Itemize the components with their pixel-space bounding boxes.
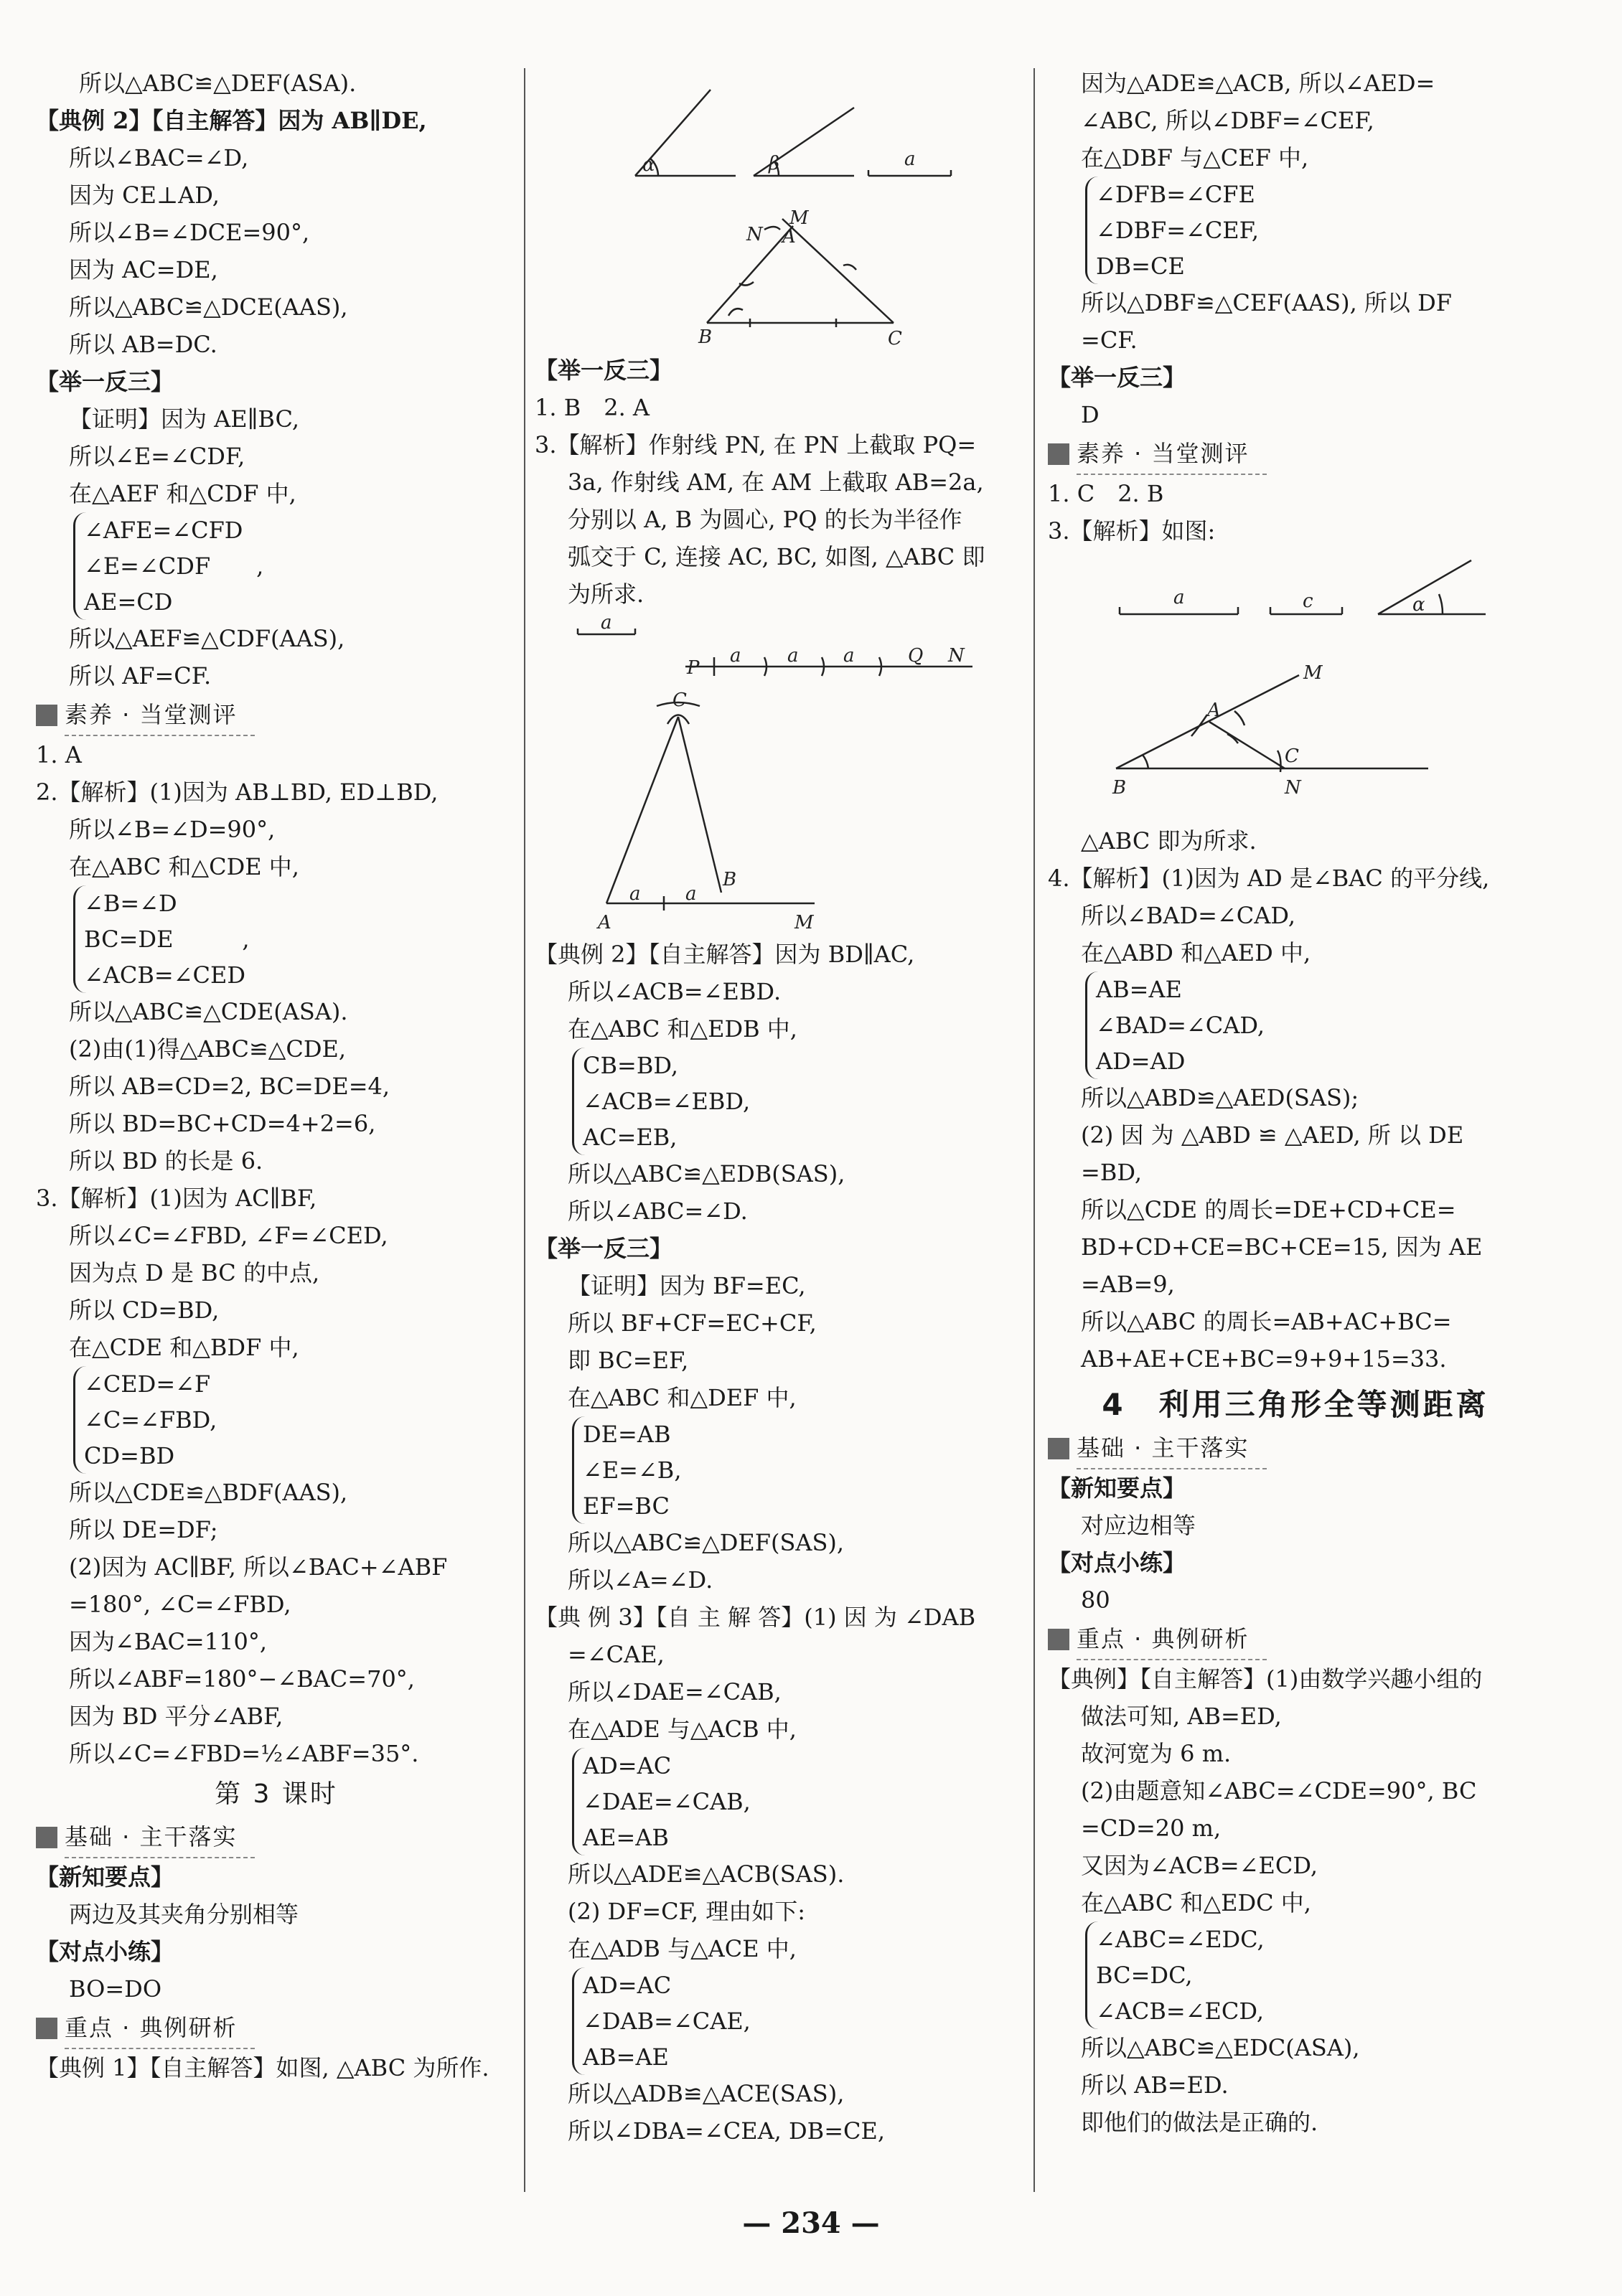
text-line: 因为点 D 是 BC 的中点, bbox=[69, 1259, 320, 1286]
text-line: 因为 CE⊥AD, bbox=[69, 182, 220, 209]
fig2-a3: a bbox=[843, 645, 855, 667]
fig1-A: A bbox=[782, 226, 796, 248]
equation-line: ∠DAE=∠CAB, bbox=[583, 1788, 751, 1815]
text-line: 在△AEF 和△CDF 中, bbox=[69, 480, 296, 507]
text-line: 所以∠DAE=∠CAB, bbox=[568, 1678, 782, 1705]
equation-line: EF=BC bbox=[583, 1492, 670, 1520]
section-title: 基础 · 主干落实 bbox=[1077, 1428, 1267, 1469]
fig2-Q: Q bbox=[908, 645, 924, 667]
equation-line: BC=DE , bbox=[84, 926, 250, 953]
fig3-a: a bbox=[1173, 587, 1185, 608]
text-line: 【举一反三】 bbox=[1048, 364, 1186, 391]
text-line: (2)因为 AC∥BF, 所以∠BAC+∠ABF bbox=[69, 1553, 448, 1581]
section-header bbox=[1048, 1428, 1543, 1469]
text-line: =180°, ∠C=∠FBD, bbox=[69, 1591, 291, 1618]
section-header bbox=[36, 2008, 517, 2049]
text-line: 所以 AF=CF. bbox=[69, 662, 212, 690]
equation-line: ∠ACB=∠ECD, bbox=[1096, 1998, 1265, 2025]
text-line: 所以△ADE≌△ACB(SAS). bbox=[568, 1860, 845, 1888]
fig3-B: B bbox=[1112, 777, 1127, 799]
equation-line: ∠E=∠B, bbox=[583, 1457, 682, 1484]
text-line: 所以 BD 的长是 6. bbox=[69, 1147, 263, 1175]
text-line: 在△ABC 和△EDB 中, bbox=[568, 1015, 797, 1043]
column-2 bbox=[535, 65, 1023, 2150]
text-line: 所以∠B=∠DCE=90°, bbox=[69, 219, 310, 246]
chapter-title: 4 利用三角形全等测距离 bbox=[1102, 1387, 1489, 1422]
equation-line: BC=DC, bbox=[1096, 1962, 1193, 1989]
fig3-C: C bbox=[1285, 745, 1299, 767]
text-line: 所以∠ABF=180°−∠BAC=70°, bbox=[69, 1665, 415, 1693]
text-line: 所以△ABC≌△EDB(SAS), bbox=[568, 1160, 845, 1187]
section-title: 素养 · 当堂测评 bbox=[1077, 433, 1267, 475]
fig2-C: C bbox=[672, 690, 687, 711]
figure-asa-construction bbox=[1048, 550, 1543, 822]
text-line: 【典例 2】【自主解答】因为 AB∥DE, bbox=[36, 107, 427, 134]
section-title: 重点 · 典例研析 bbox=[65, 2008, 255, 2049]
text-line: 两边及其夹角分别相等 bbox=[69, 1901, 299, 1928]
text-line: 【新知要点】 bbox=[1048, 1474, 1186, 1502]
text-line: 3.【解析】作射线 PN, 在 PN 上截取 PQ= bbox=[535, 431, 977, 458]
text-line: 在△ABC 和△CDE 中, bbox=[69, 853, 299, 880]
text-line: 2.【解析】(1)因为 AB⊥BD, ED⊥BD, bbox=[36, 778, 439, 806]
section-icon bbox=[1048, 1629, 1069, 1650]
equation-line: AB=AE bbox=[1096, 976, 1182, 1003]
section-icon bbox=[1048, 1438, 1069, 1459]
text-line: 所以 AB=ED. bbox=[1081, 2071, 1229, 2099]
text-line: 【典例 1】【自主解答】如图, △ABC 为所作. bbox=[36, 2054, 489, 2081]
text-line: BD+CD+CE=BC+CE=15, 因为 AE bbox=[1081, 1233, 1483, 1261]
text-line: 80 bbox=[1081, 1586, 1110, 1614]
fig2-N: N bbox=[948, 645, 965, 667]
equation-line: ∠DFB=∠CFE bbox=[1096, 181, 1255, 208]
text-line: 所以∠A=∠D. bbox=[568, 1566, 713, 1594]
text-line: 即他们的做法是正确的. bbox=[1081, 2109, 1318, 2136]
text-line: 因为 BD 平分∠ABF, bbox=[69, 1703, 283, 1730]
equation-line: ∠DBF=∠CEF, bbox=[1096, 217, 1260, 244]
text-line: 对应边相等 bbox=[1081, 1512, 1196, 1539]
text-line: 做法可知, AB=ED, bbox=[1081, 1703, 1282, 1730]
text-line: 所以△CDE 的周长=DE+CD+CE= bbox=[1081, 1196, 1456, 1223]
text-line: 因为 AC=DE, bbox=[69, 256, 218, 283]
text-line: =AB=9, bbox=[1081, 1271, 1175, 1298]
text-line: 所以∠DBA=∠CEA, DB=CE, bbox=[568, 2117, 886, 2145]
equation-line: AE=AB bbox=[583, 1824, 669, 1851]
equation-line: ∠AFE=∠CFD bbox=[84, 517, 243, 544]
page-number: — 234 — bbox=[742, 2206, 880, 2240]
text-line: 【对点小练】 bbox=[36, 1938, 174, 1965]
text-line: =CD=20 m, bbox=[1081, 1815, 1222, 1842]
text-line: (2)由(1)得△ABC≌△CDE, bbox=[69, 1035, 347, 1063]
text-line: 1. C 2. B bbox=[1048, 480, 1164, 507]
equation-line: AE=CD bbox=[84, 588, 173, 616]
equation-line: DB=CE bbox=[1096, 253, 1185, 280]
text-line: =∠CAE, bbox=[568, 1641, 665, 1668]
fig2-a4: a bbox=[629, 883, 641, 905]
brace-system bbox=[572, 1748, 1023, 1855]
text-line: 【典例 2】【自主解答】因为 BD∥AC, bbox=[535, 941, 915, 968]
fig1-M: M bbox=[789, 207, 809, 229]
text-line: 所以 AB=CD=2, BC=DE=4, bbox=[69, 1073, 390, 1100]
text-line: 所以△ABC≌△DEF(ASA). bbox=[79, 70, 357, 97]
text-line: 3.【解析】(1)因为 AC∥BF, bbox=[36, 1185, 317, 1212]
text-line: 所以 CD=BD, bbox=[69, 1297, 220, 1324]
equation-line: ∠ACB=∠EBD, bbox=[583, 1088, 751, 1115]
column-divider-2 bbox=[1033, 68, 1035, 2192]
column-1 bbox=[36, 65, 517, 2086]
text-line: 故河宽为 6 m. bbox=[1081, 1740, 1232, 1767]
text-line: 所以∠C=∠FBD=½∠ABF=35°. bbox=[69, 1740, 419, 1767]
text-line: 【对点小练】 bbox=[1048, 1549, 1186, 1576]
text-line: 所以△CDE≌△BDF(AAS), bbox=[69, 1479, 348, 1506]
text-line: 所以∠C=∠FBD, ∠F=∠CED, bbox=[69, 1222, 388, 1249]
fig3-N: N bbox=[1285, 777, 1301, 799]
brace-system bbox=[1085, 177, 1543, 284]
section-icon bbox=[1048, 443, 1069, 465]
equation-line: ∠B=∠D bbox=[84, 890, 177, 917]
text-line: 所以 DE=DF; bbox=[69, 1516, 218, 1543]
section-title: 素养 · 当堂测评 bbox=[65, 695, 255, 736]
text-line: 【证明】因为 BF=EC, bbox=[568, 1272, 806, 1299]
text-line: 所以△AEF≌△CDF(AAS), bbox=[69, 625, 345, 652]
text-line: (2)由题意知∠ABC=∠CDE=90°, BC bbox=[1081, 1777, 1477, 1805]
text-line: 【典 例 3】【自 主 解 答】(1) 因 为 ∠DAB bbox=[535, 1604, 976, 1631]
text-line: 在△ADE 与△ACB 中, bbox=[568, 1716, 797, 1743]
text-line: 所以∠BAC=∠D, bbox=[69, 144, 249, 171]
equation-line: ∠ABC=∠EDC, bbox=[1096, 1926, 1265, 1953]
brace-system bbox=[73, 885, 517, 993]
fig2-B: B bbox=[723, 869, 737, 890]
fig2-a5: a bbox=[685, 883, 697, 905]
fig1-B: B bbox=[698, 326, 713, 348]
text-line: 1. A bbox=[36, 741, 82, 768]
text-line: 所以 AB=DC. bbox=[69, 331, 217, 358]
text-line: 又因为∠ACB=∠ECD, bbox=[1081, 1852, 1318, 1879]
text-line: AB+AE+CE+BC=9+9+15=33. bbox=[1081, 1345, 1447, 1373]
brace-system bbox=[1085, 1921, 1543, 2029]
fig3-M: M bbox=[1303, 662, 1323, 684]
section-header bbox=[1048, 433, 1543, 475]
text-line: (2) 因 为 △ABD ≌ △AED, 所 以 DE bbox=[1081, 1121, 1464, 1149]
text-line: ∠ABC, 所以∠DBF=∠CEF, bbox=[1081, 107, 1374, 134]
equation-line: DE=AB bbox=[583, 1421, 671, 1448]
text-line: 【典例】【自主解答】(1)由数学兴趣小组的 bbox=[1048, 1665, 1483, 1693]
brace-system bbox=[73, 1366, 517, 1474]
equation-line: AD=AC bbox=[583, 1752, 672, 1779]
text-line: 弧交于 C, 连接 AC, BC, 如图, △ABC 即 bbox=[568, 543, 985, 570]
text-line: 所以∠B=∠D=90°, bbox=[69, 816, 276, 843]
equation-line: ∠ACB=∠CED bbox=[84, 961, 246, 989]
fig1-alpha: α bbox=[642, 154, 655, 176]
text-line: 在△DBF 与△CEF 中, bbox=[1081, 144, 1309, 171]
equation-line: CD=BD bbox=[84, 1442, 175, 1469]
equation-line: ∠E=∠CDF , bbox=[84, 552, 264, 580]
text-line: 在△ABC 和△DEF 中, bbox=[568, 1384, 797, 1411]
text-line: 所以∠BAD=∠CAD, bbox=[1081, 902, 1296, 929]
equation-line: ∠C=∠FBD, bbox=[84, 1406, 217, 1434]
text-line: 即 BC=EF, bbox=[568, 1347, 689, 1374]
fig3-c: c bbox=[1303, 591, 1313, 612]
text-line: 【举一反三】 bbox=[535, 1235, 673, 1262]
figure-angle-construction bbox=[535, 65, 1023, 352]
equation-line: CB=BD, bbox=[583, 1052, 679, 1079]
brace-system bbox=[1085, 971, 1543, 1079]
fig2-a2: a bbox=[787, 645, 799, 667]
text-line: 因为∠BAC=110°, bbox=[69, 1628, 267, 1655]
column-divider-1 bbox=[524, 68, 525, 2192]
text-line: 所以 BF+CF=EC+CF, bbox=[568, 1309, 817, 1337]
text-line: D bbox=[1081, 401, 1100, 428]
text-line: 所以∠E=∠CDF, bbox=[69, 443, 245, 470]
fig1-C: C bbox=[888, 328, 902, 349]
text-line: 1. B 2. A bbox=[535, 394, 650, 421]
text-line: =CF. bbox=[1081, 326, 1138, 354]
figure-triangle-construction bbox=[535, 613, 1023, 936]
text-line: (2) DF=CF, 理由如下: bbox=[568, 1898, 806, 1925]
section-header bbox=[1048, 1619, 1543, 1660]
text-line: △ABC 即为所求. bbox=[1081, 827, 1257, 855]
text-line: 因为△ADE≌△ACB, 所以∠AED= bbox=[1081, 70, 1435, 97]
section-icon bbox=[36, 2018, 57, 2039]
text-line: 【新知要点】 bbox=[36, 1863, 174, 1891]
text-line: 为所求. bbox=[568, 580, 644, 608]
fig1-N: N bbox=[746, 224, 763, 245]
equation-line: AD=AC bbox=[583, 1972, 672, 1999]
equation-line: AB=AE bbox=[583, 2043, 669, 2071]
equation-line: ∠BAD=∠CAD, bbox=[1096, 1012, 1265, 1039]
equation-line: AD=AD bbox=[1096, 1048, 1186, 1075]
text-line: 所以△ABC≌△CDE(ASA). bbox=[69, 998, 348, 1025]
fig2-a1: a bbox=[730, 645, 741, 667]
fig2-a: a bbox=[601, 613, 612, 634]
fig2-P: P bbox=[687, 657, 700, 679]
text-line: 【举一反三】 bbox=[36, 368, 174, 395]
text-line: 分别以 A, B 为圆心, PQ 的长为半径作 bbox=[568, 506, 962, 533]
text-line: 所以△ADB≌△ACE(SAS), bbox=[568, 2080, 845, 2107]
section-icon bbox=[36, 705, 57, 726]
fig2-A: A bbox=[598, 912, 611, 933]
text-line: 【证明】因为 AE∥BC, bbox=[69, 405, 300, 433]
section-title: 重点 · 典例研析 bbox=[1077, 1619, 1267, 1660]
text-line: =BD, bbox=[1081, 1159, 1143, 1186]
text-line: 在△ABD 和△AED 中, bbox=[1081, 939, 1311, 966]
column-3 bbox=[1048, 65, 1543, 2141]
text-line: 所以△ABC≌△EDC(ASA), bbox=[1081, 2034, 1360, 2061]
fig3-alpha: α bbox=[1412, 594, 1425, 616]
text-line: 所以 BD=BC+CD=4+2=6, bbox=[69, 1110, 376, 1137]
text-line: 所以∠ABC=∠D. bbox=[568, 1198, 748, 1225]
fig3-A: A bbox=[1207, 700, 1221, 721]
brace-system bbox=[572, 1416, 1023, 1524]
text-line: 所以△ABC≌△DEF(SAS), bbox=[568, 1529, 845, 1556]
text-line: 所以△DBF≌△CEF(AAS), 所以 DF bbox=[1081, 289, 1452, 316]
brace-system bbox=[572, 1048, 1023, 1155]
equation-line: ∠CED=∠F bbox=[84, 1370, 211, 1398]
section-title: 基础 · 主干落实 bbox=[65, 1817, 255, 1858]
text-line: 3.【解析】如图: bbox=[1048, 517, 1216, 545]
equation-line: ∠DAB=∠CAE, bbox=[583, 2008, 751, 2035]
text-line: 在△CDE 和△BDF 中, bbox=[69, 1334, 299, 1361]
fig2-M: M bbox=[794, 912, 814, 933]
lesson-title: 第 3 课时 bbox=[215, 1779, 338, 1809]
text-line: 所以△ABC≌△DCE(AAS), bbox=[69, 293, 348, 321]
brace-system bbox=[73, 512, 517, 620]
text-line: BO=DO bbox=[69, 1975, 162, 2003]
text-line: 4.【解析】(1)因为 AD 是∠BAC 的平分线, bbox=[1048, 865, 1490, 892]
brace-system bbox=[572, 1967, 1023, 2075]
section-header bbox=[36, 695, 517, 736]
section-icon bbox=[36, 1827, 57, 1848]
text-line: 在△ADB 与△ACE 中, bbox=[568, 1935, 797, 1962]
text-line: 所以∠ACB=∠EBD. bbox=[568, 978, 782, 1005]
text-line: 【举一反三】 bbox=[535, 357, 673, 384]
text-line: 3a, 作射线 AM, 在 AM 上截取 AB=2a, bbox=[568, 469, 984, 496]
text-line: 所以△ABC 的周长=AB+AC+BC= bbox=[1081, 1308, 1452, 1335]
section-header bbox=[36, 1817, 517, 1858]
fig1-a: a bbox=[904, 149, 916, 170]
fig1-beta: β bbox=[769, 153, 780, 174]
text-line: 在△ABC 和△EDC 中, bbox=[1081, 1889, 1311, 1916]
equation-line: AC=EB, bbox=[583, 1124, 678, 1151]
text-line: 所以△ABD≌△AED(SAS); bbox=[1081, 1084, 1359, 1111]
